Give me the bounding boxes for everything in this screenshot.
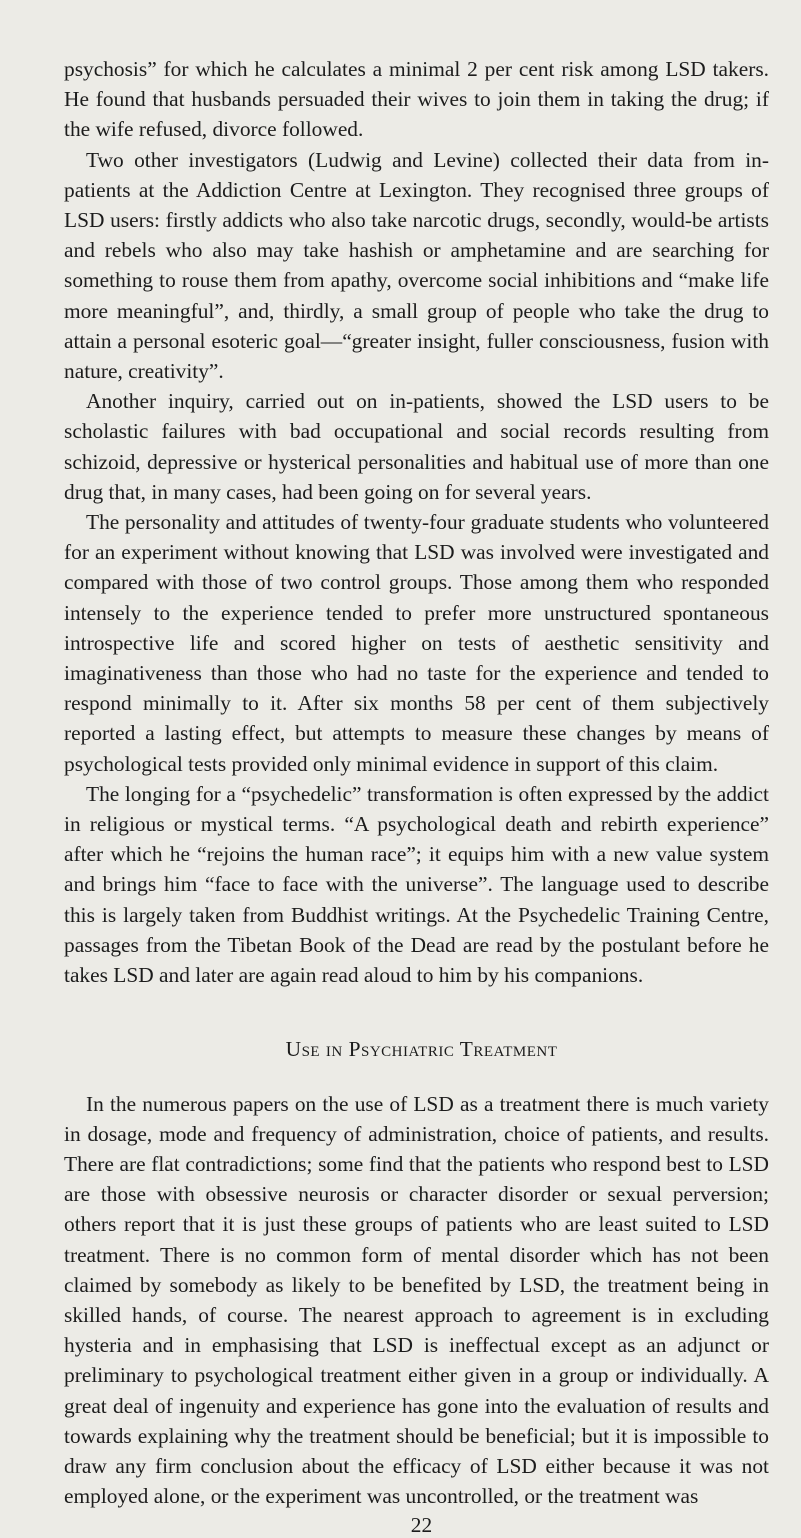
body-text (64, 54, 769, 1511)
paragraph-graduate-students: The personality and attitudes of twenty-four graduate students who volunteered for an experiment without knowing that LSD was involved were investigated and compared with those of two control groups. Those among them who responded intensely to the experience tended to prefer more unstructured spontaneous introspective life and scored higher on tests of aesthetic sensitivity and imaginativeness than those who had no taste for the experience and tended to respond minimally to it. After six months 58 per cent of them subjectively reported a lasting effect, but attempts to measure these changes by means of psychological tests provided only minimal evidence in support of this claim. (64, 510, 769, 776)
paragraph-continuation: psychosis” for which he calculates a minimal 2 per cent risk among LSD takers. He found that husbands persuaded their wives to join them in taking the drug; if the wife refused, divorce followed. (64, 57, 769, 142)
paragraph-psychiatric-treatment: In the numerous papers on the use of LSD as a treatment there is much variety in dosage, mode and frequency of administration, choice of patients, and results. There are flat contradictions; some find that the patients who respond best to LSD are those with obsessive neurosis or character disorder or sexual perversion; others report that it is just these groups of patients who are least suited to LSD treatment. There is no common form of mental disorder which has not been claimed by somebody as likely to be benefited by LSD, the treatment being in skilled hands, of course. The nearest approach to agreement is in excluding hysteria and in emphasising that LSD is ineffectual except as an adjunct or preliminary to psychological treatment either given in a group or individually. A great deal of ingenuity and experience has gone into the evaluation of results and towards explaining why the treatment should be beneficial; but it is impossible to draw any firm conclusion about the efficacy of LSD either because it was not employed alone, or the experiment was uncontrolled, or the treatment was (64, 1091, 769, 1509)
page-number: 22 (410, 1513, 433, 1538)
paragraph-ludwig-levine: Two other investigators (Ludwig and Levine) collected their data from in-patients at the Addiction Centre at Lexington. They recognised three groups of LSD users: firstly addicts who also take narcotic drugs, secondly, would-be artists and rebels who also may take hashish or amphetamine and are searching for something to rouse them from apathy, overcome social inhibitions and “make life more meaningful”, and, thirdly, a small group of people who take the drug to attain a personal esoteric goal—“greater insight, fuller consciousness, fusion with nature, creativity”. (64, 147, 769, 384)
section-heading: Use in Psychiatric Treatment (285, 1037, 558, 1062)
paragraph-psychedelic-transformation: The longing for a “psychedelic” transformation is often expressed by the addict in religious or mystical terms. “A psychological death and rebirth experience” after which he “rejoins the human race”; it equips him with a new value system and brings him “face to face with the universe”. The language used to describe this is largely taken from Buddhist writings. At the Psychedelic Training Centre, passages from the Tibetan Book of the Dead are read by the postulant before he takes LSD and later are again read aloud to him by his companions. (64, 781, 769, 988)
paragraph-in-patients-inquiry: Another inquiry, carried out on in-patients, showed the LSD users to be scholastic failures with bad occupational and social records resulting from schizoid, depressive or hysterical personalities and habitual use of more than one drug that, in many cases, had been going on for several years. (64, 389, 769, 504)
